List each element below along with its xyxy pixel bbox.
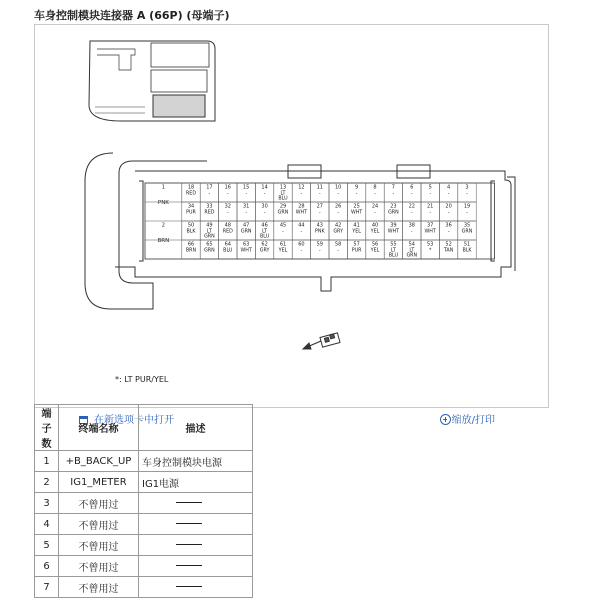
pin-wire-color: - [374, 210, 376, 216]
pin-wire-color: - [300, 248, 303, 254]
pin-wire-color: YEL [370, 229, 380, 235]
pin-wire-color: TAN [443, 248, 454, 254]
pin-wire-color: - [447, 191, 450, 197]
pin-number: 13 [279, 184, 287, 191]
pin-number: 61 [279, 241, 287, 248]
pin-wire-color: BLU [278, 196, 288, 202]
pin-number: 46 [261, 222, 268, 229]
terminal-number: 7 [35, 577, 59, 598]
pin-number: 52 [445, 241, 452, 248]
connector-drawing [35, 25, 550, 409]
table-row [35, 451, 253, 472]
pin-wire-color: WHT [295, 210, 308, 216]
pin-number: 45 [279, 222, 287, 229]
pin-number: 29 [279, 203, 287, 210]
pin-number: 19 [463, 203, 471, 210]
pin-number: 49 [206, 222, 213, 229]
header-description: 描述 [139, 405, 253, 451]
terminal-description [139, 556, 253, 577]
pin-wire-color: - [337, 248, 340, 254]
pin-wire-color: GRY [333, 229, 344, 235]
empty-description-dash [176, 565, 202, 566]
pin-wire-color: GRN [461, 229, 473, 235]
header-terminal-count: 端子数 [35, 405, 59, 451]
table-row [35, 535, 253, 556]
pin-wire-color: BLU [388, 253, 399, 259]
pin-wire-color: - [337, 191, 340, 197]
pin-wire-color: - [392, 191, 395, 197]
terminal-name: +B_BACK_UP [59, 451, 139, 472]
pin-wire-color: GRN [204, 234, 215, 240]
pin-wire-color: - [429, 210, 432, 216]
pin-wire-color: - [410, 210, 413, 216]
pin-grid [145, 183, 495, 259]
pin-wire-color: GRN [406, 253, 418, 259]
pin-number: 51 [463, 241, 471, 248]
pin-wire-color: WHT [424, 229, 436, 235]
pin-wire-color: BLU [259, 234, 270, 240]
pin-number: 56 [371, 241, 379, 248]
pin-number: 34 [187, 203, 195, 210]
pin-number: 36 [445, 222, 452, 229]
pin-number: 3 [465, 184, 469, 191]
pin-number: 58 [335, 241, 342, 248]
table-row [35, 493, 253, 514]
connector-location-highlight [153, 95, 205, 117]
pin-number: 43 [316, 222, 323, 229]
pin-number: 25 [353, 203, 360, 210]
row-wire-color: PNK [157, 200, 169, 206]
zoom-plus-icon [440, 414, 451, 425]
connector-diagram [34, 24, 549, 426]
pin-wire-color: BLK [186, 229, 196, 235]
terminal-name: 不曾用过 [59, 514, 139, 535]
pin-wire-color: - [447, 229, 450, 235]
zoom-print-label: 缩放/打印 [451, 415, 495, 426]
pin-wire-color: - [318, 210, 321, 216]
pin-wire-color: - [410, 191, 413, 197]
pin-number: 10 [335, 184, 342, 191]
terminal-description [139, 493, 253, 514]
terminal-number: 3 [35, 493, 59, 514]
pin-wire-color: - [374, 191, 376, 197]
pin-number: 7 [391, 184, 395, 191]
pin-number: 33 [206, 203, 213, 210]
pin-number: 18 [187, 184, 195, 191]
pin-number: 26 [335, 203, 342, 210]
pin-number: 63 [243, 241, 250, 248]
terminal-number: 4 [35, 514, 59, 535]
pin-number: 1 [161, 184, 165, 191]
pin-wire-color: PUR [186, 210, 196, 216]
pin-number: 16 [224, 184, 231, 191]
terminal-description [139, 535, 253, 556]
pin-wire-color: LT [206, 229, 212, 235]
pin-wire-color: - [245, 210, 248, 216]
pin-number: 41 [353, 222, 360, 229]
pin-number: 57 [353, 241, 360, 248]
pin-wire-color: YEL [370, 248, 380, 254]
pin-wire-color: - [466, 210, 468, 216]
pin-number: 38 [408, 222, 415, 229]
terminal-name: 不曾用过 [59, 493, 139, 514]
pin-number: 8 [373, 184, 377, 191]
pin-number: 24 [371, 203, 379, 210]
empty-description-dash [176, 586, 202, 587]
pin-wire-color: YEL [278, 248, 288, 254]
terminal-name: IG1_METER [59, 472, 139, 493]
pin-number: 20 [445, 203, 452, 210]
pin-number: 4 [447, 184, 451, 191]
pin-wire-color: - [318, 191, 321, 197]
pin-number: 65 [206, 241, 213, 248]
pin-number: 17 [206, 184, 213, 191]
pin-wire-color: - [447, 210, 450, 216]
pin-number: 37 [427, 222, 434, 229]
pin-wire-color: LT [280, 191, 286, 197]
diagram-footnote: *: LT PUR/YEL [115, 375, 169, 384]
pin-wire-color: PNK [314, 229, 325, 235]
pin-number: 30 [261, 203, 268, 210]
table-row [35, 556, 253, 577]
pin-wire-color: YEL [352, 229, 361, 235]
pin-number: 15 [243, 184, 250, 191]
pin-number: 14 [261, 184, 268, 191]
pin-wire-color: - [410, 229, 413, 235]
pin-number: 5 [428, 184, 432, 191]
pin-wire-color: WHT [387, 229, 400, 235]
pin-number: 62 [261, 241, 268, 248]
pin-number: 27 [316, 203, 323, 210]
table-row [35, 577, 253, 598]
pin-wire-color: GRY [259, 248, 270, 254]
terminal-number: 2 [35, 472, 59, 493]
table-header-row [35, 405, 253, 451]
module-locator [89, 41, 215, 121]
pin-wire-color: - [337, 210, 340, 216]
pin-number: 31 [243, 203, 250, 210]
pin-number: 9 [355, 184, 359, 191]
pin-number: 23 [390, 203, 397, 210]
pin-wire-color: * [428, 248, 432, 254]
pin-wire-color: BRN [185, 248, 197, 254]
open-new-tab-label: 在新选项卡中打开 [94, 415, 174, 426]
pin-wire-color: - [355, 191, 358, 197]
pin-number: 64 [224, 241, 231, 248]
pin-number: 11 [316, 184, 323, 191]
pin-wire-color: GRN [204, 248, 215, 254]
pin-wire-color: - [226, 191, 229, 197]
pin-number: 66 [187, 241, 195, 248]
pin-number: 35 [463, 222, 471, 229]
pin-wire-color: - [300, 191, 303, 197]
pin-number: 54 [408, 241, 415, 248]
pin-wire-color: - [429, 191, 432, 197]
empty-description-dash [176, 502, 202, 503]
pin-wire-color: - [263, 191, 266, 197]
terminal-number: 6 [35, 556, 59, 577]
pin-number: 2 [161, 222, 165, 229]
pin-number: 42 [335, 222, 342, 229]
table-row [35, 514, 253, 535]
pin-number: 12 [298, 184, 305, 191]
pin-number: 21 [427, 203, 434, 210]
empty-description-dash [176, 523, 202, 524]
pin-wire-color: RED [204, 210, 215, 216]
pin-wire-color: LT [390, 248, 396, 254]
pin-number: 28 [298, 203, 305, 210]
terminal-name: 不曾用过 [59, 577, 139, 598]
terminal-description [139, 577, 253, 598]
pin-wire-color: LT [409, 248, 415, 254]
pin-wire-color: LT [262, 229, 268, 235]
pin-table [34, 404, 253, 598]
pin-number: 53 [427, 241, 434, 248]
terminal-description: 车身控制模块电源 [139, 451, 253, 472]
terminal-description [139, 514, 253, 535]
terminal-name: 不曾用过 [59, 556, 139, 577]
mating-arrow [303, 333, 340, 349]
pin-number: 32 [224, 203, 231, 210]
terminal-number: 5 [35, 535, 59, 556]
pin-wire-color: GRN [277, 210, 289, 216]
pin-number: 50 [187, 222, 195, 229]
pin-number: 48 [224, 222, 231, 229]
pin-wire-color: - [245, 191, 248, 197]
pin-wire-color: GRN [388, 210, 399, 216]
pin-wire-color: WHT [350, 210, 363, 216]
page-title: 车身控制模块连接器 A (66P) (母端子) [34, 9, 230, 22]
pin-wire-color: - [300, 229, 303, 235]
row-wire-color: BRN [157, 238, 170, 244]
pin-wire-color: - [282, 229, 284, 235]
pin-wire-color: BLU [223, 248, 233, 254]
pin-wire-color: GRN [240, 229, 252, 235]
pin-number: 60 [298, 241, 305, 248]
pin-number: 40 [371, 222, 379, 229]
empty-description-dash [176, 544, 202, 545]
terminal-number: 1 [35, 451, 59, 472]
pin-number: 39 [390, 222, 397, 229]
pin-number: 55 [390, 241, 397, 248]
pin-number: 59 [316, 241, 323, 248]
pin-wire-color: PUR [351, 248, 362, 254]
pin-wire-color: - [318, 248, 321, 254]
pin-wire-color: - [263, 210, 266, 216]
pin-wire-color: RED [222, 229, 233, 235]
pin-number: 47 [243, 222, 250, 229]
pin-wire-color: - [208, 191, 211, 197]
pin-wire-color: WHT [240, 248, 252, 254]
pin-number: 44 [298, 222, 305, 229]
pin-number: 22 [408, 203, 415, 210]
terminal-description: IG1电源 [139, 472, 253, 493]
pin-wire-color: RED [185, 191, 197, 197]
terminal-name: 不曾用过 [59, 535, 139, 556]
pin-table-body [35, 451, 253, 598]
pin-wire-color: - [466, 191, 468, 197]
pin-wire-color: - [226, 210, 229, 216]
zoom-print-link[interactable] [440, 411, 495, 426]
pin-number: 6 [410, 184, 414, 191]
pin-wire-color: BLK [462, 248, 472, 254]
header-terminal-name: 终端名称 [59, 405, 139, 451]
table-row [35, 472, 253, 493]
